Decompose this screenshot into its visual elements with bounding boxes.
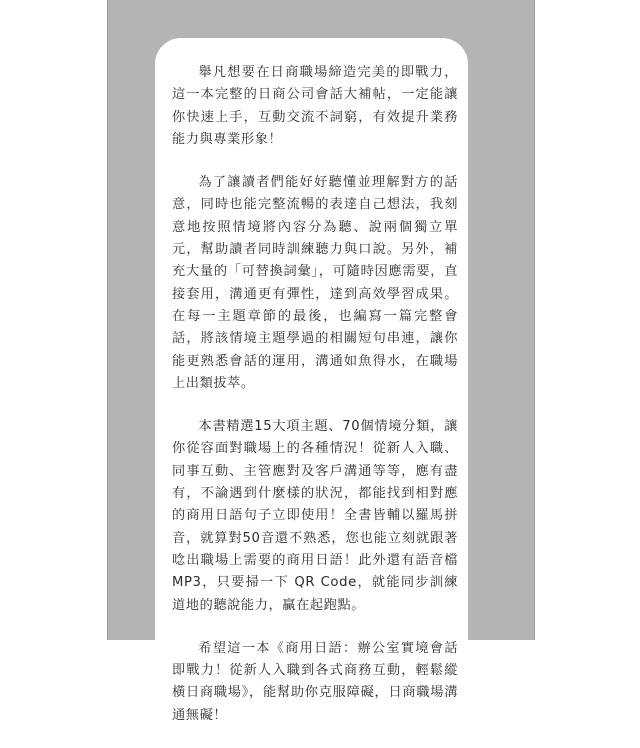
- book-page-background: [107, 0, 535, 723]
- text-panel: [155, 38, 468, 723]
- paragraph-1: 舉凡想要在日商職場締造完美的即戰力，這一本完整的日商公司會話大補帖，一定能讓你快速上手，互動交流不詞窮，有效提升業務能力與專業形象！: [172, 65, 458, 147]
- paragraph-2: 為了讓讀者們能好好聽懂並理解對方的話意，同時也能完整流暢的表達自己想法，我刻意地按照情境將內容分為聽、說兩個獨立單元，幫助讀者同時訓練聽力與口說。另外，補充大量的「可替換詞彙」，可隨時因應需要，直接套用，溝通更有彈性，達到高效學習成果。在每一主題章節的最後，也編寫一篇完整會話，將該情境主題學過的相關短句串連，讓你能更熟悉會話的運用，溝通如魚得水，在職場上出類拔萃。: [172, 175, 458, 391]
- body-text: [172, 62, 458, 748]
- paragraph-3: 本書精選15大項主題、70個情境分類，讓你從容面對職場上的各種情況！從新人入職、同事互動、主管應對及客戶溝通等等，應有盡有，不論遇到什麼樣的狀況，都能找到相對應的商用日語句子立即使用！全書皆輔以羅馬拼音，就算對50音還不熟悉，您也能立刻就跟著唸出職場上需要的商用日語！此外還有語音檔MP3，只要掃一下 QR Code，就能同步訓練道地的聽說能力，贏在起跑點。: [172, 419, 458, 613]
- paragraph-4: 希望這一本《商用日語：辦公室實境會話即戰力！從新人入職到各式商務互動，輕鬆縱橫日商職場》，能幫助你克服障礙，日商職場溝通無礙！: [172, 640, 458, 723]
